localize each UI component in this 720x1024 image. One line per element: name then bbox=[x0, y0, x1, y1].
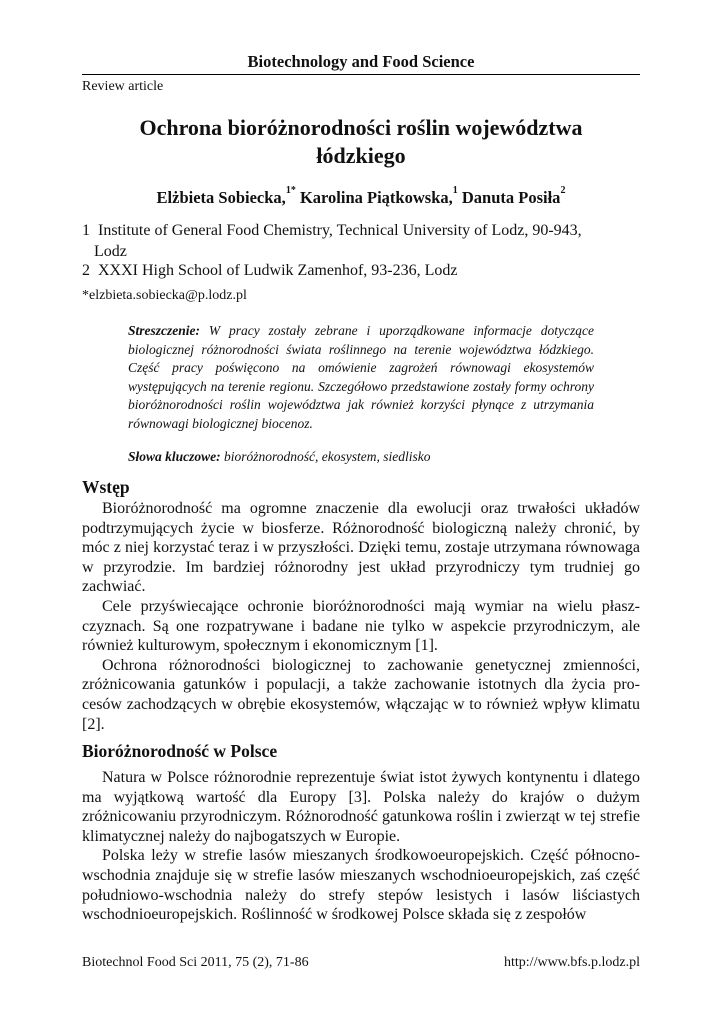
abstract-label: Streszczenie: bbox=[128, 323, 200, 338]
section-heading: Bioróżnorodność w Polsce bbox=[82, 741, 278, 761]
affiliation-1 bbox=[82, 220, 640, 262]
affiliation-text-continued: Lodz bbox=[94, 243, 127, 260]
abstract bbox=[128, 322, 594, 434]
author-name: Danuta Posiła bbox=[461, 188, 561, 207]
affiliation-number: 2 bbox=[82, 262, 90, 279]
paragraph: Ochrona różnorodności biologicznej to zachowanie genetycznej zmienności, zróżnicowania gatunków i populacji, a także zachowanie istotnych dla życia pro-cesów zachodzących w obrębie ekosystemów, włączając w to również wpływ klimatu [2]. bbox=[82, 656, 640, 733]
section-body bbox=[82, 768, 640, 925]
paragraph: Natura w Polsce różnorodnie reprezentuje świat istot żywych kontynentu i dlatego ma wyjątkową wartość dla Europy [3]. Polska należy do krajów o dużym zróżnicowaniu przyrodniczym. Różnorodność gatunkowa roślin i zwierząt w tej strefie klimatycznej należy do najbogatszych w Europie. bbox=[82, 769, 640, 845]
author-affiliation-mark: 2 bbox=[560, 185, 566, 196]
section-heading: Wstęp bbox=[82, 477, 130, 497]
author-affiliation-mark: 1 bbox=[452, 185, 458, 196]
keywords-text: bioróżnorodność, ekosystem, siedlisko bbox=[220, 449, 431, 464]
footer-citation: Biotechnol Food Sci 2011, 75 (2), 71-86 bbox=[82, 955, 309, 970]
journal-name: Biotechnology and Food Science bbox=[247, 52, 475, 71]
affiliation-2 bbox=[82, 260, 640, 281]
corresponding-email: *elzbieta.sobiecka@p.lodz.pl bbox=[82, 288, 247, 303]
affiliation-text: Institute of General Food Chemistry, Technical University of Lodz, 90-943, bbox=[98, 222, 582, 239]
title-line-1: Ochrona bioróżnorodności roślin województwa bbox=[139, 115, 583, 140]
paragraph: Polska leży w strefie lasów mieszanych środkowoeuropejskich. Część północno-wschodnia znajduje się w strefie lasów mieszanych wschodnioeuropejskich, zaś część południowo-wschodnia należy do strefy stepów lesistych i lasów liściastych wschodnioeuropejskich. Roślinność w środkowej Polsce składa się z zespołów bbox=[82, 847, 640, 924]
author-name: Elżbieta Sobiecka, bbox=[156, 188, 286, 207]
keywords-label: Słowa kluczowe: bbox=[128, 449, 221, 464]
paragraph: Bioróżnorodność ma ogromne znaczenie dla ewolucji oraz trwałości układów podtrzymujących życie w biosferze. Różnorodność biologiczną należy chronić, by móc z niej korzystać teraz i w przyszłości. Dzięki temu, zostaje utrzymana równowaga w przyrodzie. Im bardziej różnorodny jest układ przyrodniczy tym trudniej go zachwiać. bbox=[82, 500, 640, 596]
keywords bbox=[128, 449, 594, 465]
section-body bbox=[82, 499, 640, 734]
affiliation-text: XXXI High School of Ludwik Zamenhof, 93-236, Lodz bbox=[98, 262, 458, 279]
author-list bbox=[82, 185, 640, 208]
article-title bbox=[82, 114, 640, 170]
paragraph: Cele przyświecające ochronie bioróżnorodności mają wymiar na wielu płasz-czyznach. Są one rozpatrywane i badane nie tylko w aspekcie przyrodniczym, ale również kulturowym, społecznym i ekonomicznym [1]. bbox=[82, 597, 640, 655]
header-divider bbox=[82, 74, 640, 75]
article-type: Review article bbox=[82, 79, 164, 94]
author-name: Karolina Piątkowska, bbox=[299, 188, 453, 207]
affiliation-number: 1 bbox=[82, 222, 90, 239]
title-line-2: łódzkiego bbox=[316, 143, 406, 168]
footer-url[interactable]: http://www.bfs.p.lodz.pl bbox=[504, 955, 640, 970]
abstract-text: W pracy zostały zebrane i uporządkowane informacje dotyczące biologicznej różnorodności świata roślinnego na terenie województwa łódzkiego. Część pracy poświęcono na omówienie zagrożeń równowagi ekosystemów występujących na terenie regionu. Szczegółowo przedstawione zostały formy ochrony bioróżnorodności roślin województwa jak również korzyści płynące z utrzymania równowagi biologicznej biocenoz. bbox=[128, 323, 594, 431]
author-affiliation-mark: 1* bbox=[285, 185, 296, 196]
